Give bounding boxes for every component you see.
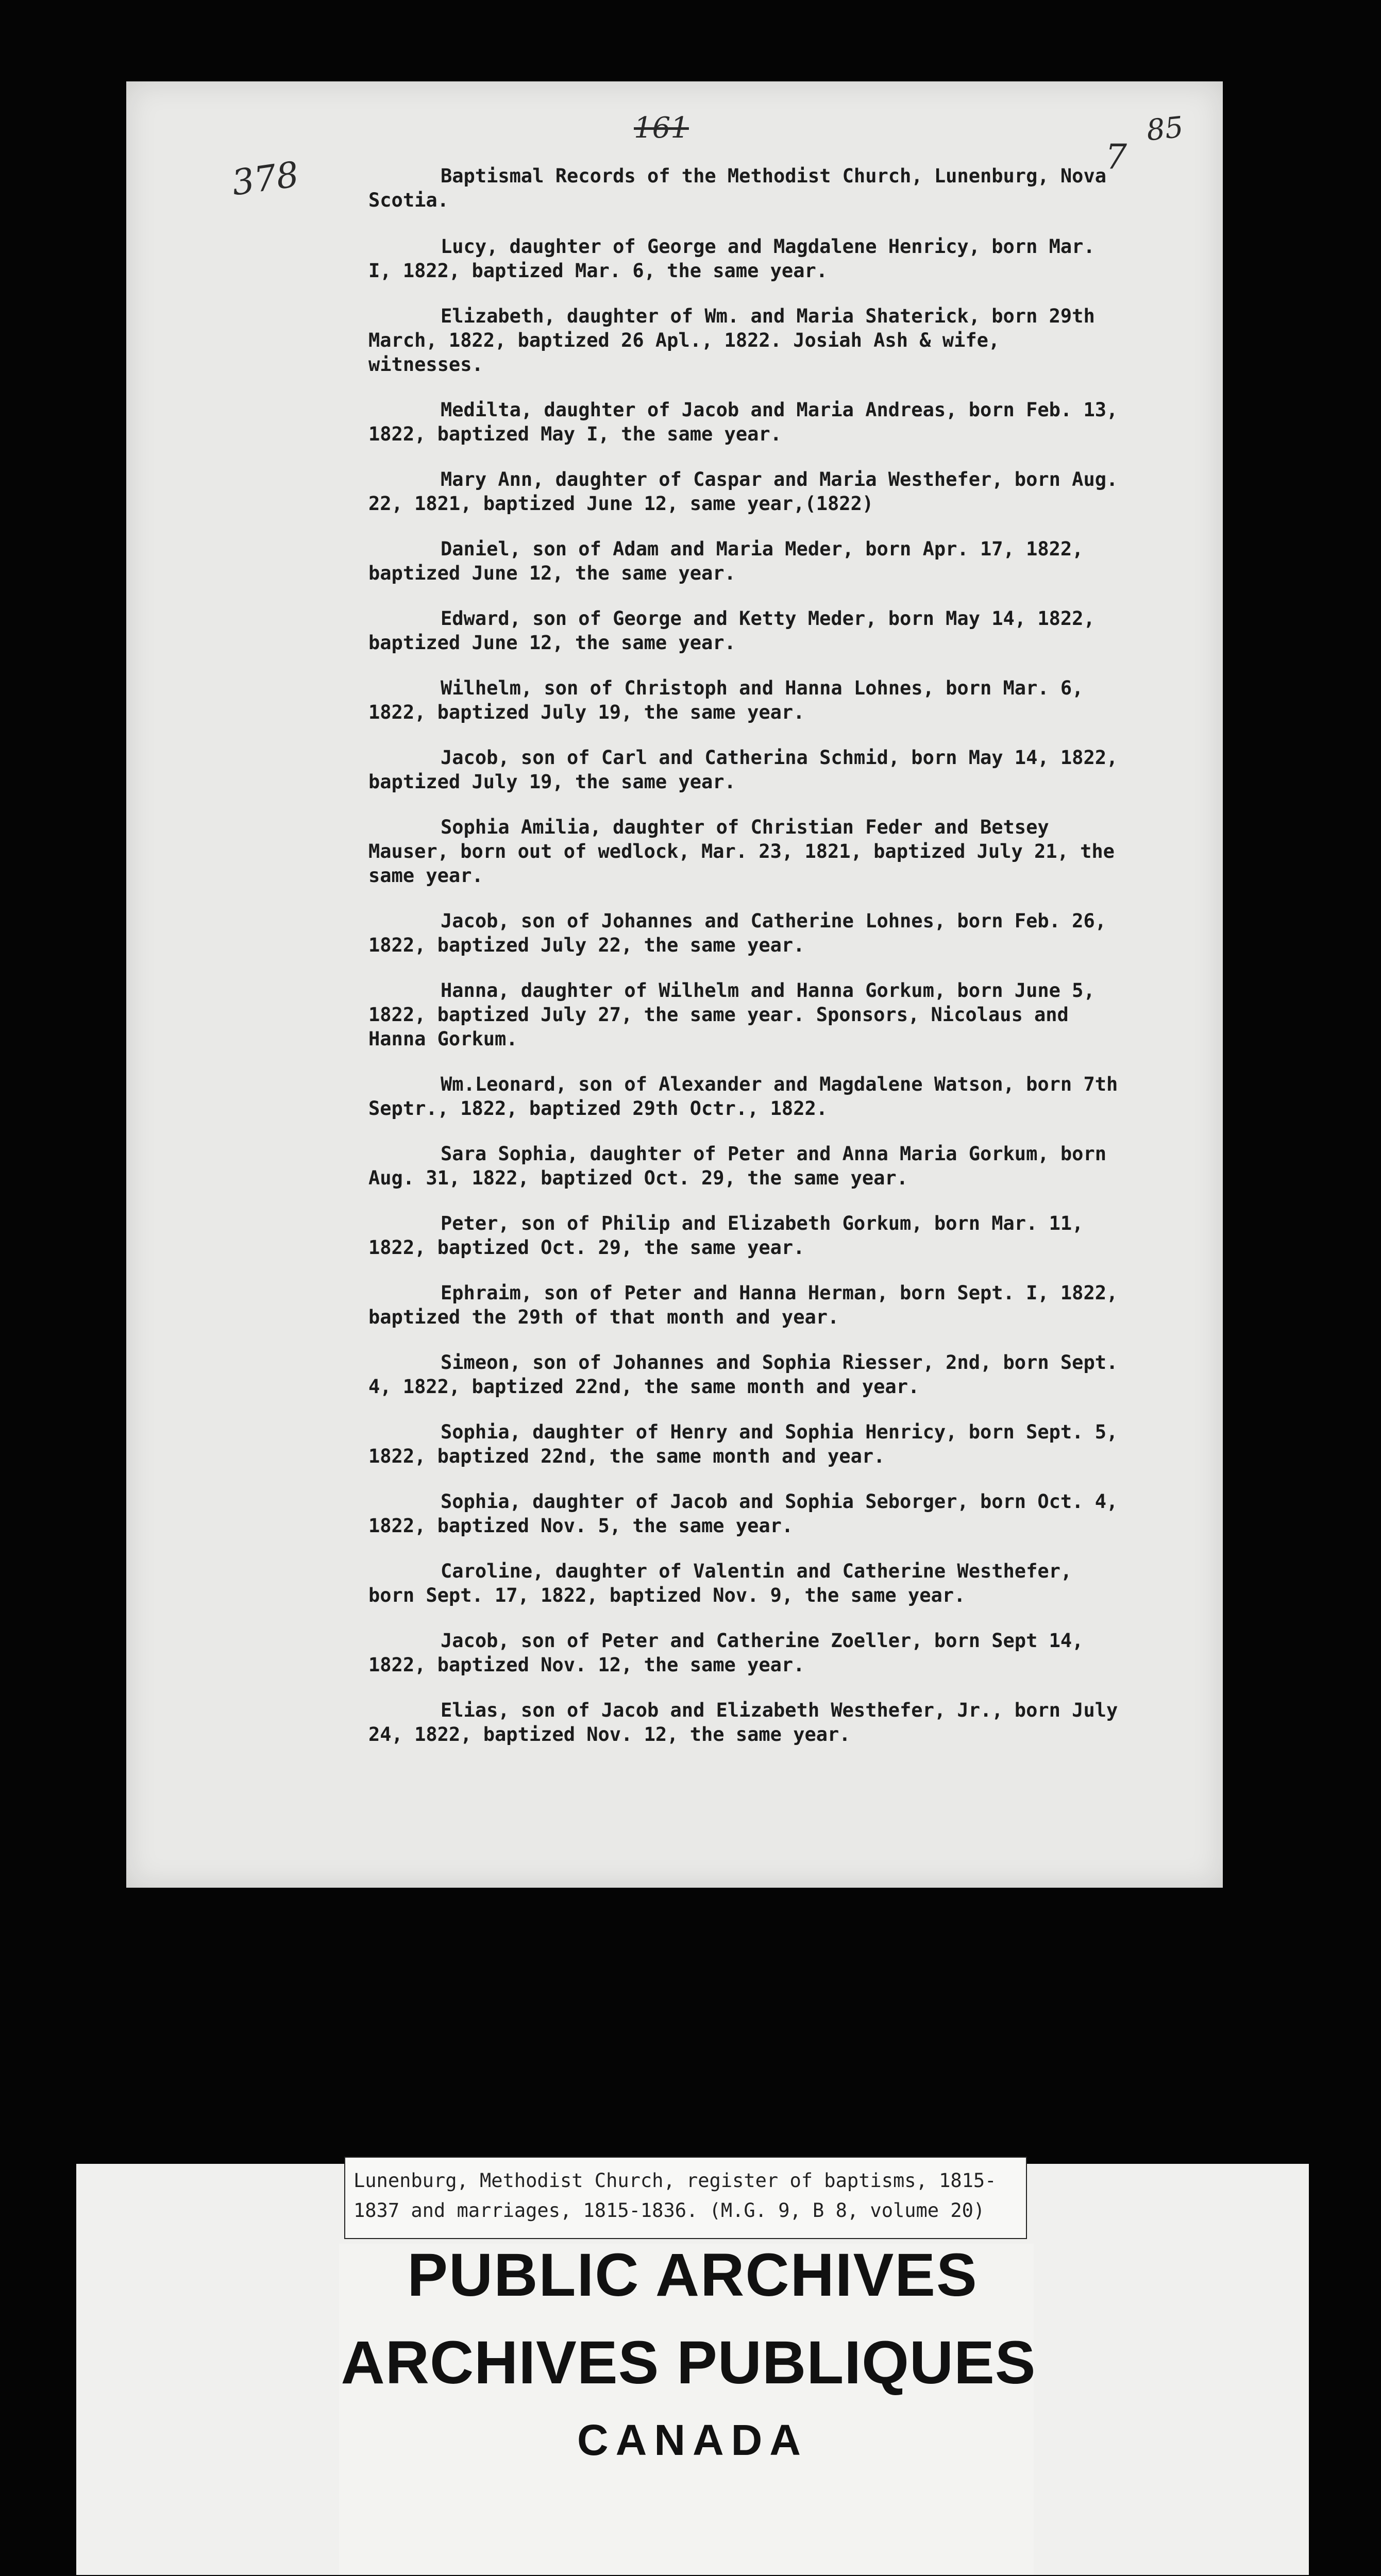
archives-country: CANADA (577, 2416, 808, 2464)
archives-title-english: PUBLIC ARCHIVES (407, 2241, 978, 2309)
records-heading: Baptismal Records of the Methodist Church, Lunenburg, Nova Scotia. (368, 165, 1107, 211)
record-entry: Jacob, son of Johannes and Catherine Lohnes, born Feb. 26, 1822, baptized July 22, the same year. (368, 910, 1107, 956)
collection-label (344, 2157, 1027, 2239)
record-entry: Wm.Leonard, son of Alexander and Magdalene Watson, born 7th Septr., 1822, baptized 29th Octr., 1822. (368, 1073, 1118, 1120)
handwritten-number-overwrite: 7 (1105, 137, 1127, 177)
record-entry: Edward, son of George and Ketty Meder, born May 14, 1822, baptized June 12, the same year. (368, 607, 1095, 654)
record-entry: Medilta, daughter of Jacob and Maria Andreas, born Feb. 13, 1822, baptized May I, the same year. (368, 399, 1118, 445)
archives-card (76, 2164, 1309, 2575)
record-entry: Ephraim, son of Peter and Hanna Herman, born Sept. I, 1822, baptized the 29th of that month and year. (368, 1282, 1118, 1328)
record-entry: Sophia, daughter of Henry and Sophia Henricy, born Sept. 5, 1822, baptized 22nd, the same month and year. (368, 1421, 1118, 1467)
record-entry: Mary Ann, daughter of Caspar and Maria Westhefer, born Aug. 22, 1821, baptized June 12, same year,(1822) (368, 468, 1118, 515)
record-entry: Daniel, son of Adam and Maria Meder, born Apr. 17, 1822, baptized June 12, the same year. (368, 538, 1084, 584)
collection-label-line-2: 1837 and marriages, 1815-1836. (M.G. 9, B 8, volume 20) (353, 2199, 985, 2222)
record-entry: Simeon, son of Johannes and Sophia Riesser, 2nd, born Sept. 4, 1822, baptized 22nd, the same month and year. (368, 1351, 1118, 1398)
record-entry: Lucy, daughter of George and Magdalene Henricy, born Mar. I, 1822, baptized Mar. 6, the same year. (368, 235, 1095, 282)
record-entry: Peter, son of Philip and Elizabeth Gorkum, born Mar. 11, 1822, baptized Oct. 29, the same year. (368, 1212, 1084, 1259)
record-entry: Sophia Amilia, daughter of Christian Feder and Betsey Mauser, born out of wedlock, Mar. 23, 1821, baptized July 21, the same year. (368, 816, 1115, 887)
handwritten-crossed-number: 161 (634, 111, 689, 145)
record-entry: Jacob, son of Carl and Catherina Schmid, born May 14, 1822, baptized July 19, the same year. (368, 747, 1118, 793)
handwritten-page-number: 378 (229, 154, 301, 204)
record-entry: Sophia, daughter of Jacob and Sophia Seborger, born Oct. 4, 1822, baptized Nov. 5, the same year. (368, 1490, 1118, 1537)
record-entry: Elias, son of Jacob and Elizabeth Westhefer, Jr., born July 24, 1822, baptized Nov. 12, the same year. (368, 1699, 1118, 1745)
collection-label-line-1: Lunenburg, Methodist Church, register of baptisms, 1815- (353, 2170, 997, 2192)
record-entry: Sara Sophia, daughter of Peter and Anna Maria Gorkum, born Aug. 31, 1822, baptized Oct. 29, the same year. (368, 1143, 1107, 1189)
handwritten-number-right: 85 (1144, 110, 1185, 148)
baptismal-records (368, 164, 1126, 1768)
record-entry: Wilhelm, son of Christoph and Hanna Lohnes, born Mar. 6, 1822, baptized July 19, the same year. (368, 677, 1084, 723)
record-entry: Jacob, son of Peter and Catherine Zoeller, born Sept 14, 1822, baptized Nov. 12, the same year. (368, 1630, 1084, 1676)
record-entry: Elizabeth, daughter of Wm. and Maria Shaterick, born 29th March, 1822, baptized 26 Apl., 1822. Josiah Ash & wife, witnesses. (368, 305, 1095, 376)
document-page (126, 81, 1223, 1888)
record-entry: Hanna, daughter of Wilhelm and Hanna Gorkum, born June 5, 1822, baptized July 27, the same year. Sponsors, Nicolaus and Hanna Gorkum. (368, 979, 1095, 1050)
archives-title-french: ARCHIVES PUBLIQUES (341, 2329, 1036, 2397)
record-entry: Caroline, daughter of Valentin and Catherine Westhefer, born Sept. 17, 1822, baptized Nov. 9, the same year. (368, 1560, 1072, 1606)
